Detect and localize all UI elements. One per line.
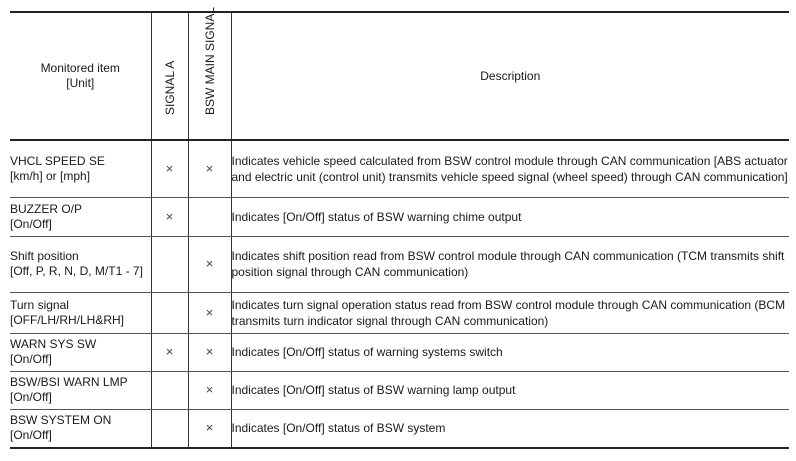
item-name: Shift position [10,249,79,263]
item-name: Turn signal [10,297,69,312]
header-unit-label: [Unit] [66,76,95,90]
bsw-main-signal-mark: × [188,140,231,197]
header-signal-a-label: SIGNAL A [162,60,177,115]
header-description: Description [231,12,789,140]
signal-a-mark [151,292,188,333]
item-unit: [km/h] or [mph] [10,168,91,183]
item-name: VHCL SPEED SE [10,153,105,168]
table-body [10,140,789,448]
description-cell: Indicates [On/Off] status of BSW warning lamp output [231,371,789,409]
bsw-main-signal-mark [188,197,231,236]
header-row [10,12,789,140]
item-cell [10,333,151,371]
table-row [10,236,789,292]
table-row [10,371,789,409]
description-cell: Indicates [On/Off] status of warning systems switch [231,333,789,371]
item-unit: [OFF/LH/RH/LH&RH] [10,312,125,327]
item-name: BSW SYSTEM ON [10,413,112,428]
item-unit: [Off, P, R, N, D, M/T1 - 7] [10,264,143,278]
item-unit: [On/Off] [10,390,52,404]
item-unit: [On/Off] [10,352,52,366]
item-cell [10,371,151,409]
description-cell: Indicates turn signal operation status read from BSW control module through CAN communication (BCM transmits turn indicator signal through CAN communication) [231,292,789,333]
bsw-main-signal-mark: × [188,292,231,333]
description-cell: Indicates shift position read from BSW control module through CAN communication (TCM transmits shift position signal through CAN communication) [231,236,789,292]
header-monitored-item [10,12,151,140]
item-cell [10,140,151,197]
header-monitored-item-label: Monitored item [40,61,120,75]
table-row [10,292,789,333]
item-name: BUZZER O/P [10,201,83,216]
bsw-main-signal-mark: × [188,409,231,448]
signal-a-mark: × [151,197,188,236]
item-name: WARN SYS SW [10,337,97,351]
signal-a-mark: × [151,333,188,371]
item-cell [10,409,151,448]
header-bsw-main-signal [188,6,231,140]
item-cell [10,197,151,236]
item-unit: [On/Off] [10,428,52,443]
bsw-main-signal-mark: × [188,371,231,409]
table-row [10,409,789,448]
signal-a-mark [151,409,188,448]
table-row [10,197,789,236]
item-name: BSW/BSI WARN LMP [10,375,128,389]
header-signal-a [151,12,188,140]
signal-a-mark [151,236,188,292]
monitored-items-table [10,6,789,449]
table-row [10,140,789,197]
bsw-main-signal-mark: × [188,236,231,292]
description-cell: Indicates [On/Off] status of BSW system [231,409,789,448]
table-row [10,333,789,371]
signal-a-mark [151,371,188,409]
signal-a-mark: × [151,140,188,197]
table-header [10,6,789,140]
bsw-main-signal-mark: × [188,333,231,371]
item-cell [10,292,151,333]
description-cell: Indicates vehicle speed calculated from BSW control module through CAN communication [ABS actuator and electric unit (control unit) transmits vehicle speed signal (wheel speed) through CAN communication] [231,140,789,197]
header-bsw-main-signal-label: BSW MAIN SIGNAL [202,6,217,115]
item-cell [10,236,151,292]
item-unit: [On/Off] [10,216,52,231]
description-cell: Indicates [On/Off] status of BSW warning chime output [231,197,789,236]
